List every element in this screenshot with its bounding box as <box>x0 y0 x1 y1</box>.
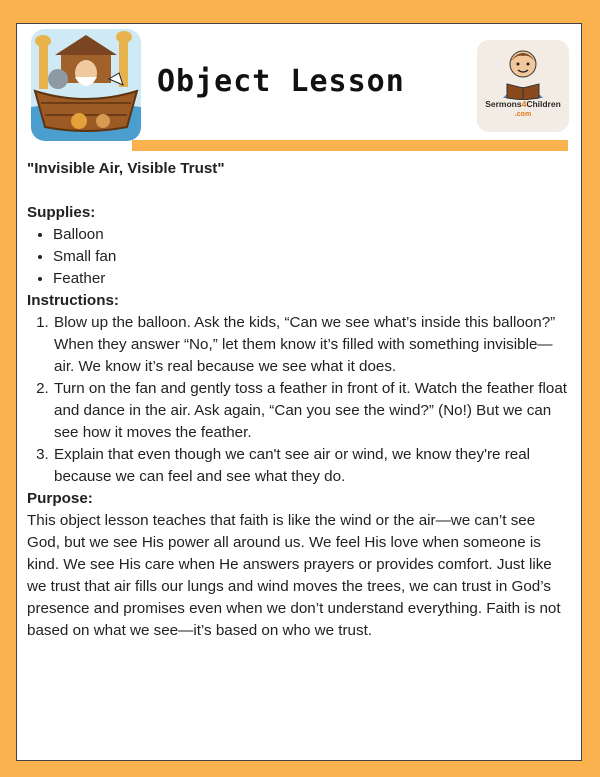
list-item: 1. Blow up the balloon. Ask the kids, “Can we see what’s inside this balloon?” When they answer “No,” let them know it’s filled with something invisible—air. We know it’s real because we see what it does. <box>53 312 567 378</box>
purpose-heading: Purpose: <box>27 490 93 507</box>
supplies-list <box>27 224 567 290</box>
list-item: • Balloon <box>53 224 567 246</box>
header-divider-bar <box>132 140 568 151</box>
list-item: • Feather <box>53 268 567 290</box>
child-reading-bible-icon <box>477 40 569 100</box>
instructions-list <box>27 312 567 488</box>
list-item: • Small fan <box>53 246 567 268</box>
sermons4children-logo <box>477 40 569 132</box>
instructions-heading: Instructions: <box>27 292 119 309</box>
lesson-content <box>27 155 567 642</box>
noahs-ark-illustration <box>31 29 141 141</box>
purpose-text: This object lesson teaches that faith is like the wind or the air—we can’t see God, but we see His power all around us. We feel His love when someone is kind. We see His care when He answers prayers or provides comfort. Just like we trust that air fills our lungs and wind moves the trees, we can trust in God’s presence and promises even when we don’t understand everything. Faith is not based on what we see—it’s based on who we trust. <box>27 512 561 639</box>
list-item: 3. Explain that even though we can't see air or wind, we know they're real because we can feel and see what they do. <box>53 444 567 488</box>
list-item: 2. Turn on the fan and gently toss a feather in front of it. Watch the feather float and dance in the air. Ask again, “Can you see the wind?” (No!) But we can see how it moves the feather. <box>53 378 567 444</box>
supplies-heading: Supplies: <box>27 204 96 221</box>
logo-wordmark: Sermons4Children .com <box>485 99 561 118</box>
page-title: Object Lesson <box>157 64 405 99</box>
lesson-page <box>16 23 582 761</box>
lesson-title: "Invisible Air, Visible Trust" <box>27 160 225 177</box>
